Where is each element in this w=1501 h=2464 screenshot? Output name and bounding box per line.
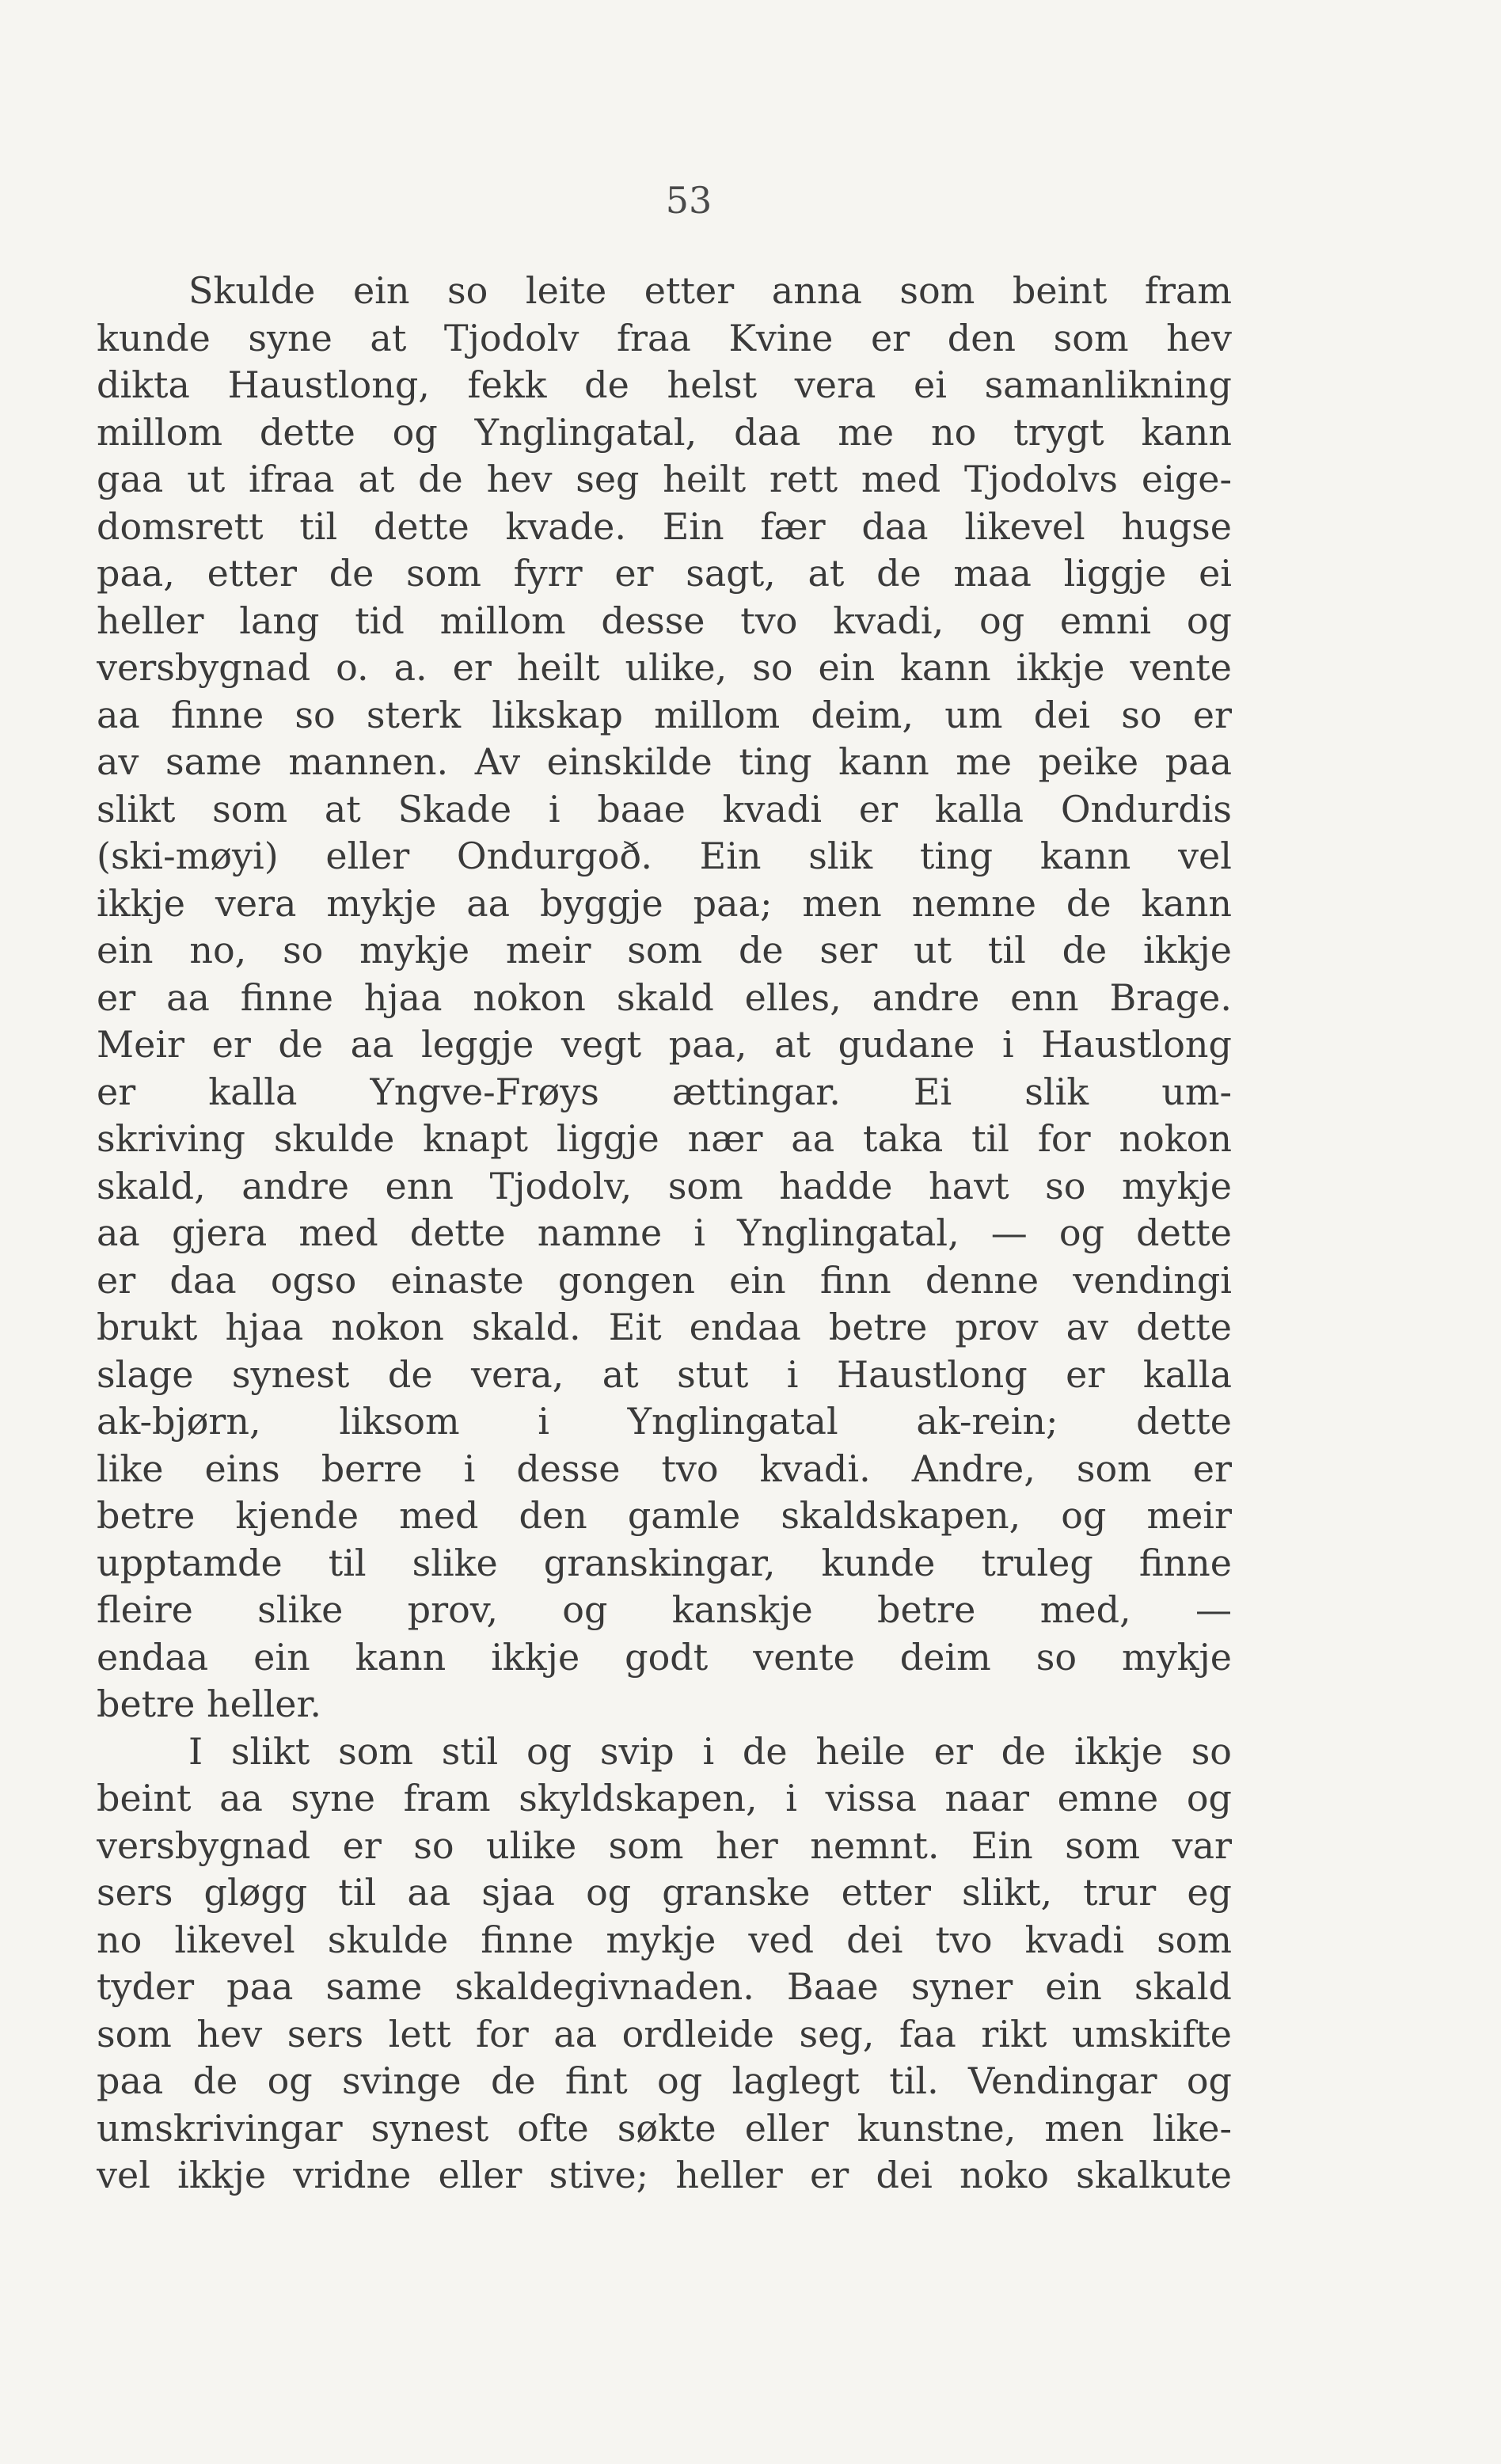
body-text <box>97 268 1232 2200</box>
text-line: skriving skulde knapt liggje nær aa taka til for nokon <box>97 1117 1232 1160</box>
text-line: paa, etter de som fyrr er sagt, at de maa liggje ei <box>97 552 1232 595</box>
text-line: paa de og svinge de fint og laglegt til. Vendingar og <box>97 2059 1232 2102</box>
text-line: er aa finne hjaa nokon skald elles, andre enn Brage. <box>97 975 1232 1019</box>
text-line: umskrivingar synest ofte søkte eller kunstne, men like- <box>97 2106 1232 2150</box>
text-line: ikkje vera mykje aa byggje paa; men nemne de kann <box>97 881 1232 925</box>
text-line: er kalla Yngve-Frøys ættingar. Ei slik um- <box>97 1070 1232 1113</box>
text-line: aa gjera med dette namne i Ynglingatal, — og dette <box>97 1211 1232 1254</box>
text-line: som hev sers lett for aa ordleide seg, faa rikt umskifte <box>97 2012 1232 2055</box>
text-line: betre heller. <box>97 1683 322 1725</box>
text-line: endaa ein kann ikkje godt vente deim so mykje <box>97 1635 1232 1679</box>
text-line: betre kjende med den gamle skaldskapen, og meir <box>97 1494 1232 1537</box>
text-line: fleire slike prov, og kanskje betre med, — <box>97 1588 1232 1631</box>
text-line: heller lang tid millom desse tvo kvadi, og emni og <box>97 599 1232 642</box>
text-line: dikta Haustlong, fekk de helst vera ei samanlikning <box>97 363 1232 406</box>
paragraph-1 <box>97 268 1232 1728</box>
text-line: domsrett til dette kvade. Ein fær daa likevel hugse <box>97 504 1232 548</box>
text-line: tyder paa same skaldegivnaden. Baae syner ein skald <box>97 1965 1232 2008</box>
text-line: Meir er de aa leggje vegt paa, at gudane i Haustlong <box>97 1023 1232 1066</box>
text-line: versbygnad er so ulike som her nemnt. Ein som var <box>97 1823 1232 1867</box>
text-line: slikt som at Skade i baae kvadi er kalla Ondurdis <box>97 787 1232 831</box>
text-line: vel ikkje vridne eller stive; heller er dei noko skalkute <box>97 2154 1232 2196</box>
text-line: versbygnad o. a. er heilt ulike, so ein kann ikkje vente <box>97 646 1232 689</box>
text-line: like eins berre i desse tvo kvadi. Andre, som er <box>97 1447 1232 1490</box>
text-line: er daa ogso einaste gongen ein finn denne vendingi <box>97 1258 1232 1302</box>
text-line: kunde syne at Tjodolv fraa Kvine er den som hev <box>97 316 1232 359</box>
text-line: beint aa syne fram skyldskapen, i vissa naar emne og <box>97 1777 1232 1819</box>
text-line: I slikt som stil og svip i de heile er de ikkje so <box>188 1729 1232 1773</box>
text-line: av same mannen. Av einskilde ting kann me peike paa <box>97 740 1232 783</box>
text-line: (ski-møyi) eller Ondurgoð. Ein slik ting kann vel <box>97 835 1232 877</box>
text-line: sers gløgg til aa sjaa og granske etter slikt, trur eg <box>97 1871 1232 1914</box>
text-line: ak-bjørn, liksom i Ynglingatal ak-rein; dette <box>97 1400 1232 1443</box>
paragraph-2 <box>97 1728 1232 2200</box>
text-line: skald, andre enn Tjodolv, som hadde havt so mykje <box>97 1164 1232 1207</box>
text-line: no likevel skulde finne mykje ved dei tvo kvadi som <box>97 1918 1232 1961</box>
text-line: ein no, so mykje meir som de ser ut til de ikkje <box>97 929 1232 972</box>
text-line: aa finne so sterk likskap millom deim, um dei so er <box>97 693 1232 736</box>
text-line: gaa ut ifraa at de hev seg heilt rett med Tjodolvs eige- <box>97 458 1232 500</box>
text-line: slage synest de vera, at stut i Haustlong er kalla <box>97 1352 1232 1396</box>
text-line: brukt hjaa nokon skald. Eit endaa betre prov av dette <box>97 1306 1232 1348</box>
text-line: upptamde til slike granskingar, kunde truleg finne <box>97 1541 1232 1584</box>
page-number: 53 <box>665 179 712 222</box>
text-line: Skulde ein so leite etter anna som beint fram <box>188 269 1232 312</box>
text-line: millom dette og Ynglingatal, daa me no trygt kann <box>97 410 1232 454</box>
